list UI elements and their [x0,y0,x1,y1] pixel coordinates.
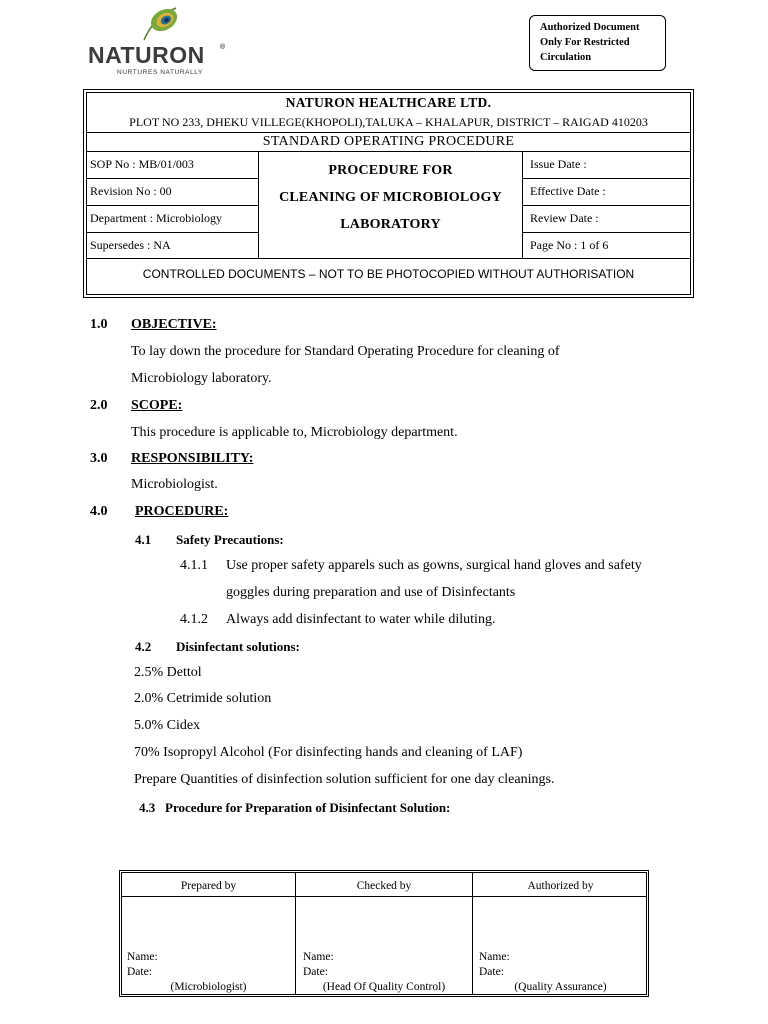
procedure-title [259,157,522,238]
responsibility-text: Microbiologist. [131,477,218,492]
department: Department : Microbiology [90,211,222,225]
signature-name-label: Name: [303,951,334,963]
item-number: 4.1.2 [180,612,208,627]
section-heading-responsibility: RESPONSIBILITY: [131,451,254,466]
signature-date-label: Date: [127,966,152,978]
disinfectant-item: 2.0% Cetrimide solution [134,691,272,706]
section-heading-procedure: PROCEDURE: [135,504,229,519]
safety-item-text: Always add disinfectant to water while diluting. [226,612,496,627]
section-number: 3.0 [90,451,108,466]
document-header-table [83,89,694,298]
issue-date: Issue Date : [530,157,587,171]
signature-date-label: Date: [303,966,328,978]
sop-number: SOP No : MB/01/003 [90,157,194,171]
peacock-feather-icon [140,6,180,42]
signature-name-label: Name: [127,951,158,963]
subsection-heading-safety: Safety Precautions: [176,532,284,547]
supersedes: Supersedes : NA [90,238,171,252]
subsection-number: 4.3 [139,800,156,815]
objective-text: Microbiology laboratory. [131,371,272,386]
subsection-heading-disinfectants: Disinfectant solutions: [176,639,300,654]
procedure-title-line: LABORATORY [340,217,441,232]
procedure-title-line: CLEANING OF MICROBIOLOGY [279,190,502,205]
item-number: 4.1.1 [180,558,208,573]
effective-date: Effective Date : [530,184,606,198]
logo-registered-mark: ® [220,44,226,51]
subsection-heading-preparation: Procedure for Preparation of Disinfectant Solution: [165,800,451,815]
revision-number: Revision No : 00 [90,184,172,198]
section-heading-scope: SCOPE: [131,398,183,413]
page-number: Page No : 1 of 6 [530,238,609,252]
company-address: PLOT NO 233, DHEKU VILLEGE(KHOPOLI),TALUKA – KHALAPUR, DISTRICT – RAIGAD 410203 [129,115,648,129]
signature-table [119,870,649,997]
sop-title: STANDARD OPERATING PROCEDURE [262,134,515,149]
disinfectant-item: 2.5% Dettol [134,665,202,680]
signature-role: (Quality Assurance) [514,981,607,993]
section-heading-objective: OBJECTIVE: [131,317,217,332]
disinfectant-note: Prepare Quantities of disinfection solution sufficient for one day cleanings. [134,772,555,787]
logo-tagline: NURTURES NATURALLY [117,69,203,76]
prepared-by-header: Prepared by [180,880,237,892]
scope-text: This procedure is applicable to, Microbiology department. [131,425,458,440]
section-number: 4.0 [90,504,108,519]
auth-line: Only For Restricted [540,37,630,48]
signature-role: (Head Of Quality Control) [322,981,446,993]
auth-line: Authorized Document [540,22,640,33]
disinfectant-item: 5.0% Cidex [134,718,201,733]
controlled-document-notice: CONTROLLED DOCUMENTS – NOT TO BE PHOTOCOPIED WITHOUT AUTHORISATION [142,267,635,281]
auth-line: Circulation [540,52,592,63]
subsection-number: 4.2 [135,639,152,654]
signature-name-label: Name: [479,951,510,963]
procedure-title-line: PROCEDURE FOR [328,163,453,178]
safety-item-text: goggles during preparation and use of Disinfectants [226,585,516,600]
section-number: 2.0 [90,398,108,413]
review-date: Review Date : [530,211,599,225]
company-logo [88,6,228,76]
authorized-document-box [529,15,666,71]
signature-role: (Microbiologist) [170,981,247,993]
checked-by-header: Checked by [356,880,412,892]
company-name: NATURON HEALTHCARE LTD. [285,95,492,110]
authorized-by-header: Authorized by [527,880,594,892]
logo-wordmark: NATURON [88,42,205,68]
safety-item-text: Use proper safety apparels such as gowns, surgical hand gloves and safety [226,558,642,573]
subsection-number: 4.1 [135,532,152,547]
objective-text: To lay down the procedure for Standard Operating Procedure for cleaning of [131,344,560,359]
section-number: 1.0 [90,317,108,332]
signature-date-label: Date: [479,966,504,978]
disinfectant-item: 70% Isopropyl Alcohol (For disinfecting hands and cleaning of LAF) [134,745,523,760]
